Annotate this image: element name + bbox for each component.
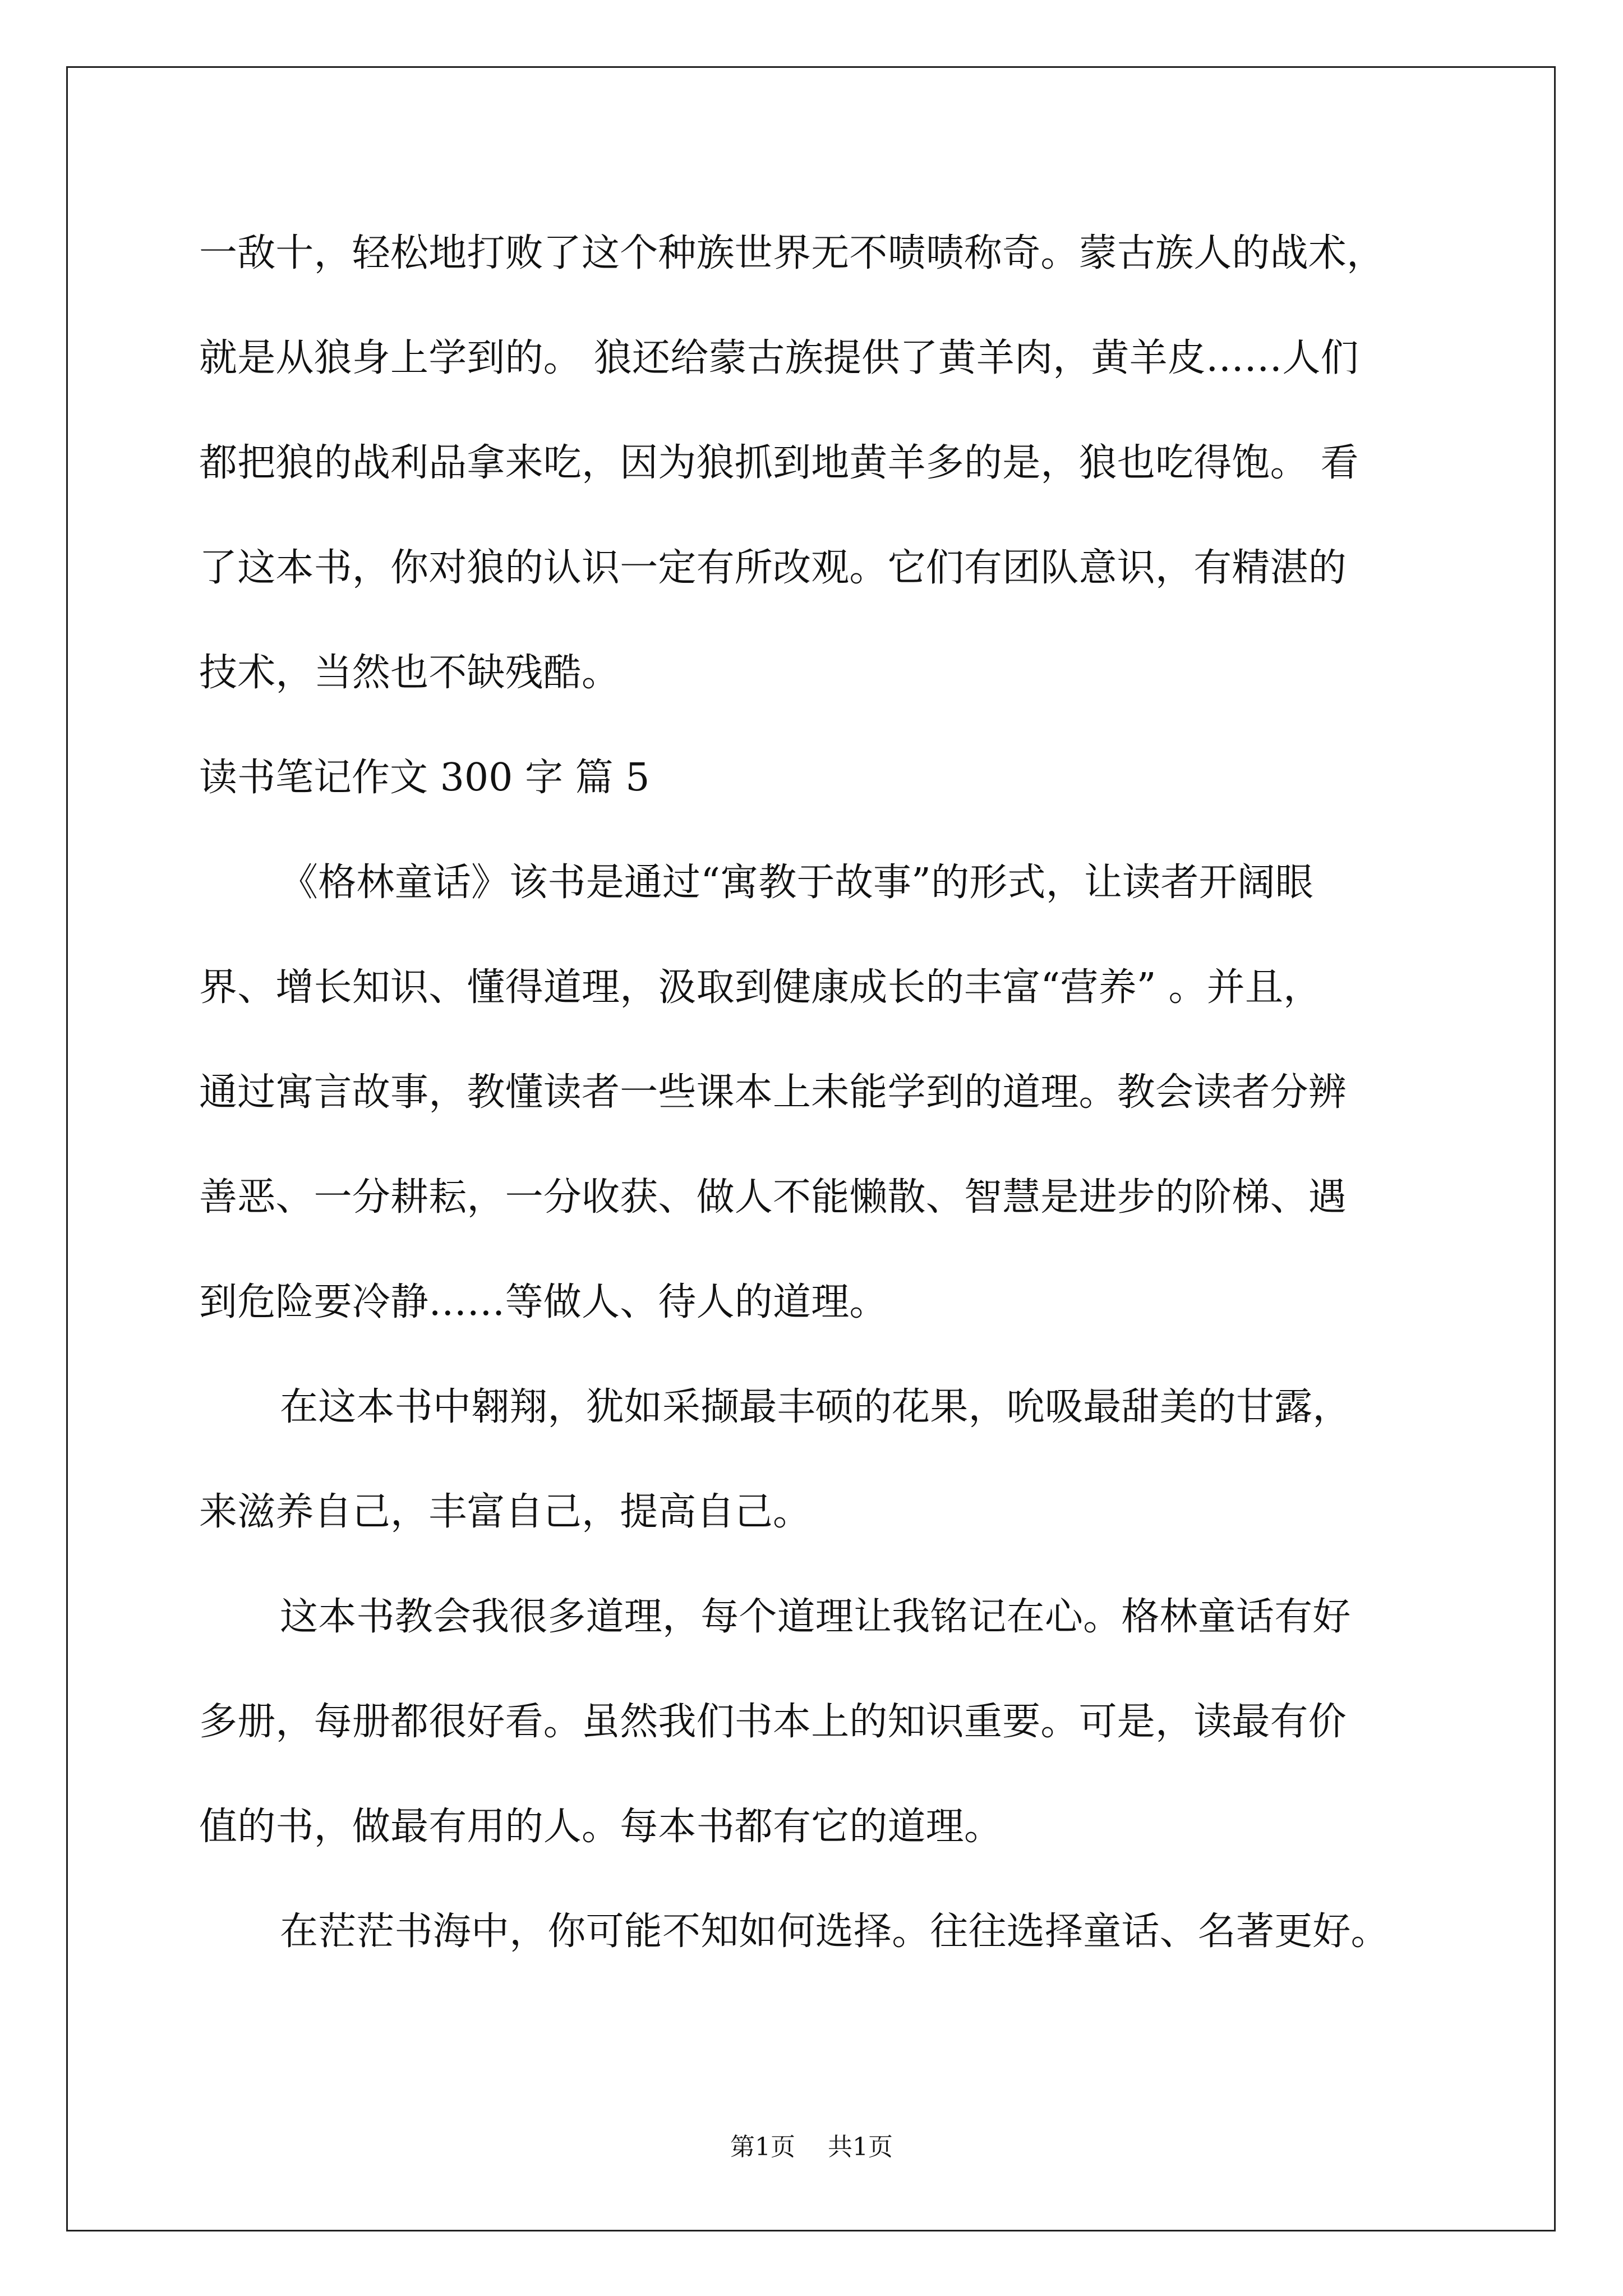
page-total: 共1页 [828, 2133, 893, 2161]
text-line: 在这本书中翱翔，犹如采撷最丰硕的花果，吮吸最甜美的甘露， [280, 1385, 1351, 1429]
text-line: 《格林童话》该书是通过“寓教于故事”的形式，让读者开阔眼 [280, 861, 1314, 905]
text-line: 通过寓言故事，教懂读者一些课本上未能学到的道理。教会读者分辨 [199, 1070, 1347, 1115]
text-line: 到危险要冷静……等做人、待人的道理。 [199, 1280, 888, 1324]
text-line: 一敌十，轻松地打败了这个种族世界无不啧啧称奇。蒙古族人的战术， [199, 231, 1385, 275]
paragraph [199, 830, 1433, 1355]
text-line: 这本书教会我很多道理，每个道理让我铭记在心。格林童话有好 [280, 1595, 1351, 1639]
document-body [199, 201, 1433, 1984]
paragraph-continuation [199, 201, 1433, 725]
text-line: 就是从狼身上学到的。 狼还给蒙古族提供了黄羊肉，黄羊皮……人们 [199, 336, 1359, 380]
page-footer [0, 2131, 1623, 2164]
paragraph [199, 1565, 1433, 1879]
text-line: 善恶、一分耕耘，一分收获、做人不能懒散、智慧是进步的阶梯、遇 [199, 1175, 1347, 1220]
text-line: 来滋养自己，丰富自己，提高自己。 [199, 1490, 811, 1534]
text-line: 界、增长知识、懂得道理，汲取到健康成长的丰富“营养” 。并且， [199, 965, 1322, 1010]
paragraph [199, 1355, 1433, 1565]
text-line: 了这本书，你对狼的认识一定有所改观。它们有团队意识，有精湛的 [199, 546, 1347, 590]
section-heading: 读书笔记作文 300 字 篇 5 [199, 756, 650, 800]
text-line: 多册，每册都很好看。虽然我们书本上的知识重要。可是，读最有价 [199, 1700, 1347, 1744]
text-line: 在茫茫书海中，你可能不知如何选择。往往选择童话、名著更好。 [280, 1910, 1389, 1954]
text-line: 技术，当然也不缺残酷。 [199, 651, 620, 695]
text-line: 都把狼的战利品拿来吃，因为狼抓到地黄羊多的是，狼也吃得饱。 看 [199, 441, 1359, 485]
paragraph [199, 1879, 1433, 1984]
text-line: 值的书，做最有用的人。每本书都有它的道理。 [199, 1805, 1003, 1849]
page-number: 第1页 [730, 2133, 795, 2161]
